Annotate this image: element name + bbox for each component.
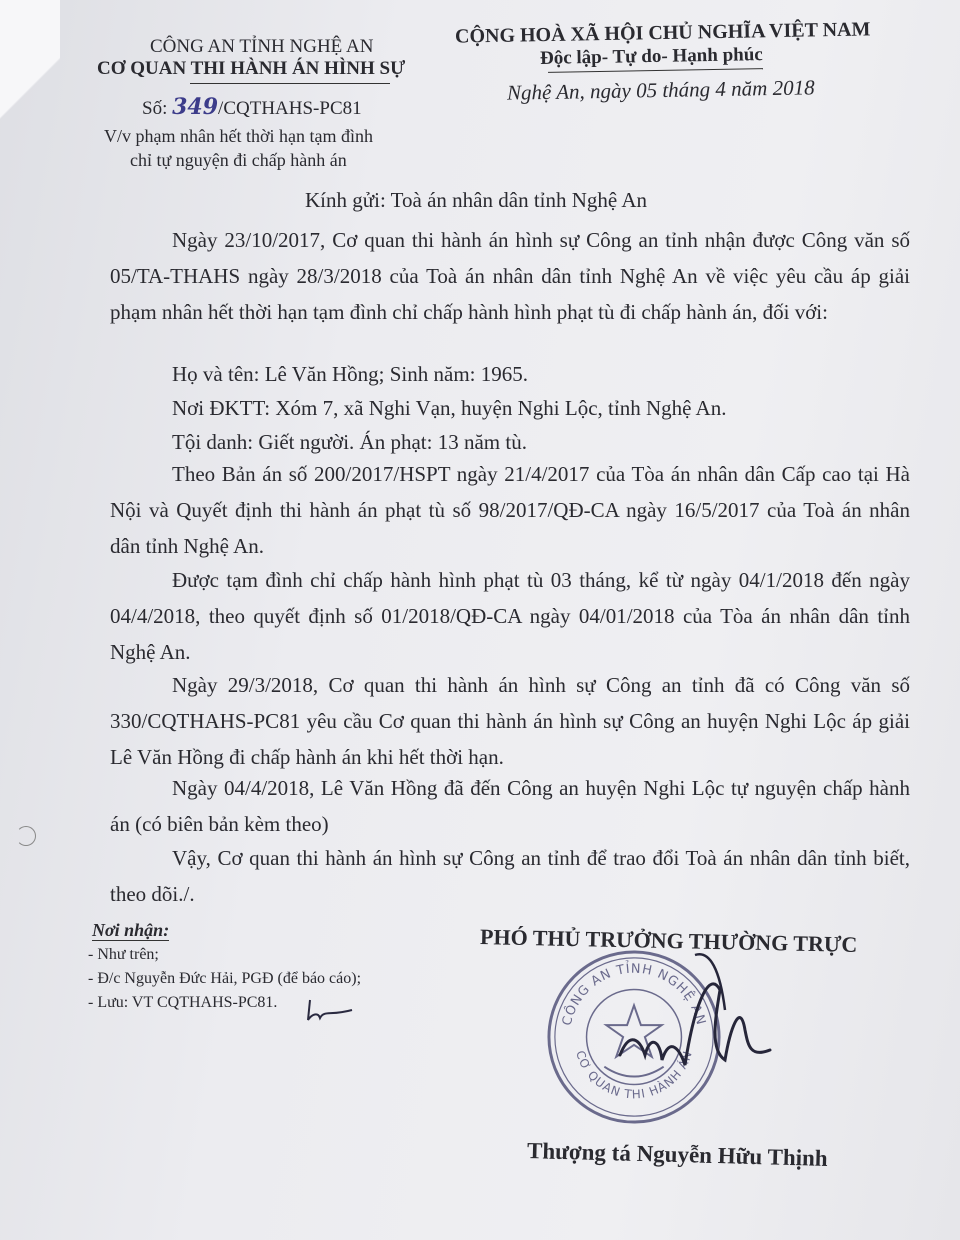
recipients-title: Nơi nhận: bbox=[92, 920, 170, 940]
recipients-item: - Đ/c Nguyễn Đức Hải, PGĐ (để báo cáo); bbox=[88, 970, 362, 987]
paragraph-3: Được tạm đình chỉ chấp hành hình phạt tù 03 tháng, kể từ ngày 04/1/2018 đến ngày 04/4/2018, theo quyết định số 01/2018/QĐ-CA ngày 04/01/2018 của Tòa án nhân dân tỉnh Nghệ An. bbox=[110, 568, 910, 664]
punch-hole-mark bbox=[16, 826, 36, 846]
paragraph-4: Ngày 29/3/2018, Cơ quan thi hành án hình sự Công an tỉnh đã có Công văn số 330/CQTHAHS-PC81 yêu cầu Cơ quan thi hành án hình sự Công an huyện Nghi Lộc áp giải Lê Văn Hồng đi chấp hành án khi hết thời hạn. bbox=[110, 673, 910, 769]
recipient-line: Kính gửi: Toà án nhân dân tỉnh Nghệ An bbox=[305, 188, 647, 212]
paragraph-5: Ngày 04/4/2018, Lê Văn Hồng đã đến Công an huyện Nghi Lộc tự nguyện chấp hành án (có biên bản kèm theo) bbox=[110, 776, 910, 836]
place-date: Nghệ An, ngày 05 tháng 4 năm 2018 bbox=[506, 75, 815, 105]
paragraph-2: Theo Bản án số 200/2017/HSPT ngày 21/4/2017 của Tòa án nhân dân Cấp cao tại Hà Nội và Quyết định thi hành án phạt tù số 98/2017/QĐ-CA ngày 16/5/2017 của Toà án nhân dân tỉnh Nghệ An. bbox=[110, 462, 910, 558]
name-line: Họ và tên: Lê Văn Hồng; Sinh năm: 1965. bbox=[172, 362, 528, 386]
residence-line: Nơi ĐKTT: Xóm 7, xã Nghi Vạn, huyện Nghi Lộc, tỉnh Nghệ An. bbox=[172, 396, 727, 420]
agency-underline bbox=[190, 83, 390, 84]
doc-number-prefix: Số: bbox=[142, 98, 168, 119]
signer-position: PHÓ THỦ TRƯỞNG THƯỜNG TRỰC bbox=[479, 924, 858, 957]
svg-text:CÔNG AN TỈNH NGHỆ AN: CÔNG AN TỈNH NGHỆ AN bbox=[559, 961, 709, 1028]
paragraph-1: Ngày 23/10/2017, Cơ quan thi hành án hình sự Công an tỉnh nhận được Công văn số 05/TA-THAHS ngày 28/3/2018 của Toà án nhân dân tỉnh Nghệ An về việc yêu cầu áp giải phạm nhân hết thời hạn tạm đình chỉ chấp hành hình phạt tù đi chấp hành án, đối với: bbox=[110, 228, 910, 324]
country-name: CỘNG HOÀ XÃ HỘI CHỦ NGHĨA VIỆT NAM bbox=[454, 18, 871, 48]
motto: Độc lập- Tự do- Hạnh phúc bbox=[539, 44, 763, 69]
svg-text:CƠ QUAN THI HÀNH ÁN: CƠ QUAN THI HÀNH ÁN bbox=[573, 1048, 695, 1102]
agency-name: CƠ QUAN THI HÀNH ÁN HÌNH SỰ bbox=[97, 58, 406, 79]
initials-signature bbox=[290, 990, 360, 1030]
signer-name: Thượng tá Nguyễn Hữu Thịnh bbox=[526, 1138, 828, 1171]
doc-number bbox=[142, 94, 362, 120]
doc-number-suffix: /CQTHAHS-PC81 bbox=[218, 98, 362, 119]
subject-line-2: chỉ tự nguyện đi chấp hành án bbox=[130, 150, 347, 170]
recipients-item: - Lưu: VT CQTHAHS-PC81. bbox=[88, 994, 278, 1011]
agency-parent: CÔNG AN TỈNH NGHỆ AN bbox=[150, 36, 374, 57]
doc-number-handwritten: 349 bbox=[172, 94, 219, 120]
subject-line-1: V/v phạm nhân hết thời hạn tạm đình bbox=[104, 126, 373, 146]
paragraph-6: Vậy, Cơ quan thi hành án hình sự Công an tỉnh để trao đổi Toà án nhân dân tỉnh biết, theo dõi./. bbox=[110, 846, 910, 906]
handwritten-signature bbox=[600, 940, 780, 1100]
crime-line: Tội danh: Giết người. Án phạt: 13 năm tù. bbox=[172, 430, 527, 454]
recipients-item: - Như trên; bbox=[88, 946, 159, 963]
